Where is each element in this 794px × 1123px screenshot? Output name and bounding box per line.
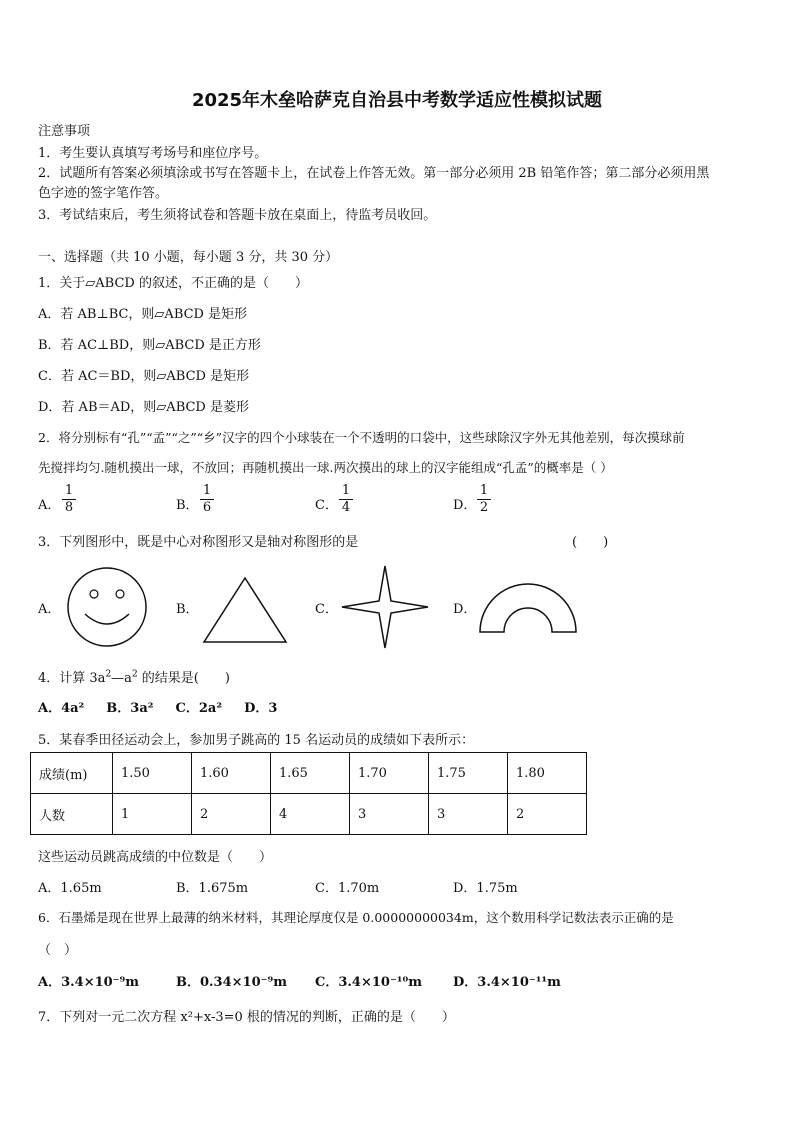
notice-line-2a: 2．试题所有答案必须填涂或书写在答题卡上，在试卷上作答无效。第一部分必须用 2B 铅笔作答；第二部分必须用黑 xyxy=(38,166,710,181)
semi-ring-arch-figure xyxy=(478,578,578,634)
q3-answer-paren: ( ) xyxy=(572,535,609,550)
table-cell: 2 xyxy=(192,794,271,835)
q1-stem: 1．关于▱ABCD 的叙述，不正确的是（ ） xyxy=(38,276,308,291)
table-cell: 3 xyxy=(350,794,429,835)
table-header-cell: 成绩(m) xyxy=(31,753,113,794)
q5-stem: 5．某春季田径运动会上，参加男子跳高的 15 名运动员的成绩如下表所示： xyxy=(38,733,475,748)
four-point-star-figure xyxy=(340,564,430,650)
q6-stem: 6．石墨烯是现在世界上最薄的纳米材料，其理论厚度仅是 0.00000000034m，这个数用科学记数法表示正确的是 xyxy=(38,910,674,925)
q3-option-b-label: B． xyxy=(176,602,199,617)
q5-question: 这些运动员跳高成绩的中位数是（ ） xyxy=(38,850,273,865)
q5-score-table xyxy=(30,752,587,835)
q5-option-c: C．1.70m xyxy=(315,881,380,896)
q1-option-a: A．若 AB⊥BC，则▱ABCD 是矩形 xyxy=(38,307,248,322)
table-row xyxy=(31,794,587,835)
table-row xyxy=(31,753,587,794)
q2-option-a-fraction: $\frac{1}{8}$ xyxy=(62,483,76,516)
q7-stem: 7．下列对一元二次方程 x²+x-3=0 根的情况的判断，正确的是（ ） xyxy=(38,1010,455,1025)
triangle-figure xyxy=(200,574,290,646)
q2-option-b-label: B． xyxy=(176,498,199,513)
notice-line-2b: 色字迹的签字笔作答。 xyxy=(38,186,169,201)
q3-option-c-label: C． xyxy=(315,602,338,617)
table-cell: 1.70 xyxy=(350,753,429,794)
q3-option-d-label: D． xyxy=(453,602,477,617)
table-header-cell: 人数 xyxy=(31,794,113,835)
q5-option-b: B．1.675m xyxy=(176,881,249,896)
notice-line-3: 3．考试结束后，考生须将试卷和答题卡放在桌面上，待监考员收回。 xyxy=(38,208,437,223)
q3-stem: 3．下列图形中，既是中心对称图形又是轴对称图形的是 xyxy=(38,535,359,550)
table-cell: 4 xyxy=(271,794,350,835)
q5-option-d: D．1.75m xyxy=(453,881,518,896)
notice-line-1: 1．考生要认真填写考场号和座位序号。 xyxy=(38,146,268,161)
q2-stem-1: 2．将分别标有“孔”“孟”“之”“乡”汉字的四个小球装在一个不透明的口袋中，这些球除汉字外无其他差别，每次摸球前 xyxy=(38,430,685,445)
table-cell: 3 xyxy=(429,794,508,835)
q2-option-a-label: A． xyxy=(38,498,61,513)
q6-option-c: C．3.4×10⁻¹⁰m xyxy=(315,975,422,990)
q6-option-b: B．0.34×10⁻⁹m xyxy=(176,975,287,990)
q2-option-d-label: D． xyxy=(453,498,477,513)
q6-option-d: D．3.4×10⁻¹¹m xyxy=(453,975,561,990)
q2-option-d-fraction: $\frac{1}{2}$ xyxy=(477,483,491,516)
table-cell: 1.60 xyxy=(192,753,271,794)
q3-option-a-label: A． xyxy=(38,602,61,617)
table-cell: 1.50 xyxy=(113,753,192,794)
q5-option-a: A．1.65m xyxy=(38,881,102,896)
smiley-face-figure xyxy=(64,564,150,650)
q2-stem-2: 先搅拌均匀.随机摸出一球，不放回；再随机摸出一球.两次摸出的球上的汉字能组成“孔孟”的概率是（ ） xyxy=(38,460,613,475)
q6-answer-paren: （ ） xyxy=(38,943,78,958)
table-cell: 1.80 xyxy=(508,753,587,794)
q2-option-b-fraction: $\frac{1}{6}$ xyxy=(200,483,214,516)
q1-option-c: C．若 AC＝BD，则▱ABCD 是矩形 xyxy=(38,369,250,384)
q4-options: A．4a² B．3a² C．2a² D．3 xyxy=(38,701,278,716)
q1-option-b: B．若 AC⊥BD，则▱ABCD 是正方形 xyxy=(38,338,261,353)
q1-option-d: D．若 AB＝AD，则▱ABCD 是菱形 xyxy=(38,400,249,415)
q2-option-c-label: C． xyxy=(315,498,338,513)
q6-option-a: A．3.4×10⁻⁹m xyxy=(38,975,139,990)
q2-option-c-fraction: $\frac{1}{4}$ xyxy=(339,483,353,516)
section-heading: 一、选择题（共 10 小题，每小题 3 分，共 30 分） xyxy=(38,250,339,265)
page-title: 2025年木垒哈萨克自治县中考数学适应性模拟试题 xyxy=(191,90,603,111)
q4-stem: 4．计算 $3a^2—a^2$ 的结果是( ) xyxy=(38,669,230,686)
table-cell: 1 xyxy=(113,794,192,835)
notice-heading: 注意事项 xyxy=(38,124,91,139)
table-cell: 2 xyxy=(508,794,587,835)
table-cell: 1.75 xyxy=(429,753,508,794)
table-cell: 1.65 xyxy=(271,753,350,794)
